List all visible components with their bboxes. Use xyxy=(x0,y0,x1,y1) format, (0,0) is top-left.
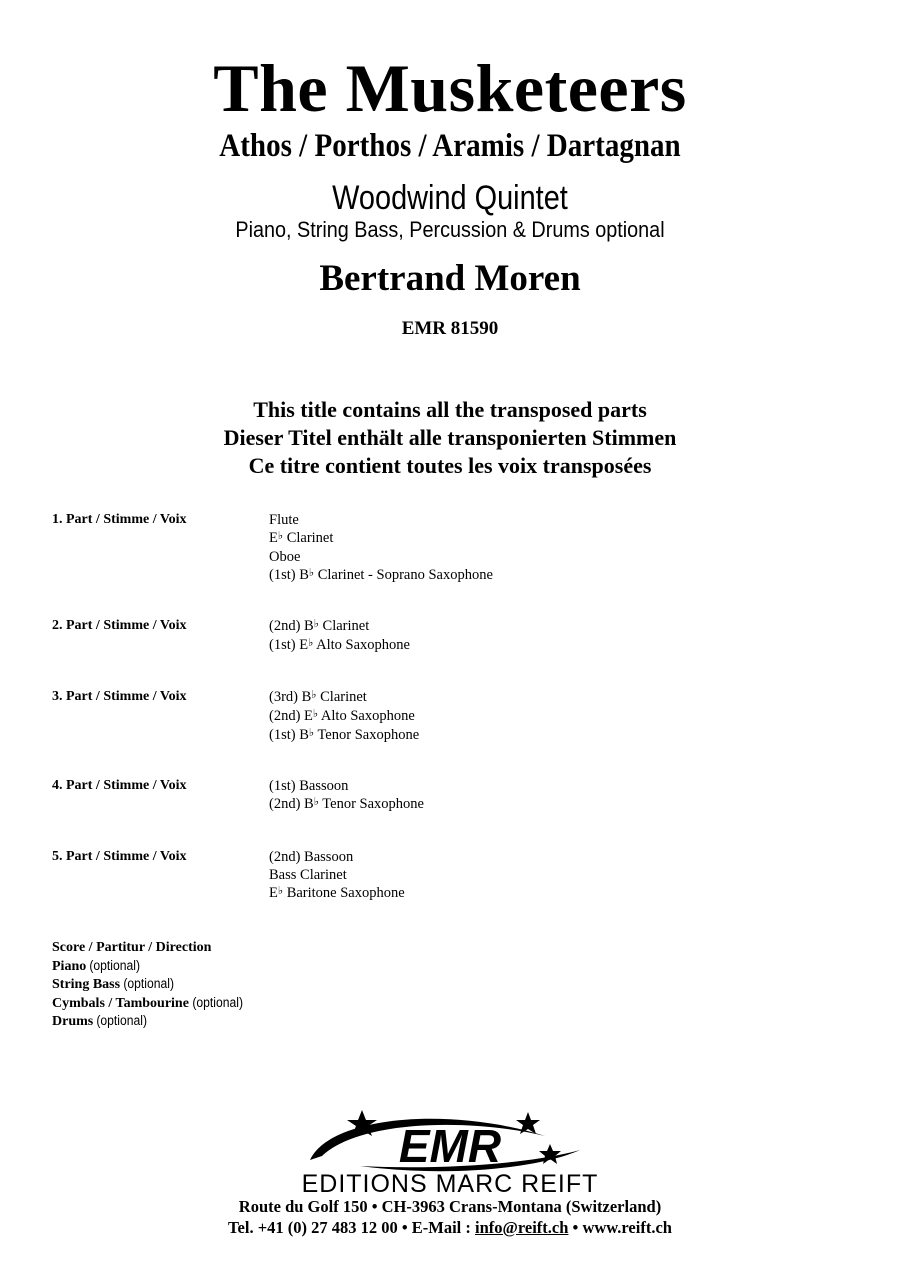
optional-instruments-line: Piano, String Bass, Percussion & Drums optional xyxy=(235,217,665,242)
part-instrument-list xyxy=(269,848,405,903)
instrument-name: Bassoon xyxy=(304,849,354,865)
extra-part-item xyxy=(52,975,249,994)
flat-sign: ♭ xyxy=(277,885,284,897)
part-label: 4. Part / Stimme / Voix xyxy=(52,778,187,793)
part-label: 1. Part / Stimme / Voix xyxy=(52,512,187,527)
instrument-prefix: (1st) xyxy=(269,637,300,653)
instrument-name: Tenor Saxophone xyxy=(318,796,424,812)
instrument-name: Baritone Saxophone xyxy=(283,885,405,901)
instrument-key: B xyxy=(299,727,309,743)
instrument-item xyxy=(269,529,493,548)
flat-sign: ♭ xyxy=(308,727,315,739)
extra-part-name: Piano xyxy=(52,958,87,974)
instrument-key: B xyxy=(304,618,314,634)
extra-part-note: (optional) xyxy=(86,957,141,973)
extra-part-item xyxy=(52,957,249,976)
publisher-contact xyxy=(0,1217,900,1239)
transposed-parts-notice xyxy=(0,396,900,480)
instrument-item xyxy=(269,884,405,903)
part-label: 2. Part / Stimme / Voix xyxy=(52,618,187,633)
publisher-name: EDITIONS MARC REIFT xyxy=(301,1170,599,1198)
part-instrument-list xyxy=(269,511,493,585)
instrument-key: E xyxy=(269,530,278,546)
instrument-name: Tenor Saxophone xyxy=(314,727,420,743)
extra-part-name: Drums xyxy=(52,1014,94,1029)
part-instrument-list xyxy=(269,688,419,745)
instrument-name: Bassoon xyxy=(299,778,349,794)
extra-part-note: (optional) xyxy=(93,1013,148,1028)
flat-sign: ♭ xyxy=(313,618,319,630)
instrument-prefix: (2nd) xyxy=(269,618,305,634)
page-subtitle: Athos / Porthos / Aramis / Dartagnan xyxy=(219,128,681,164)
instrument-name: Bass Clarinet xyxy=(269,867,347,883)
separator-dot: • xyxy=(568,1218,583,1237)
page-title: The Musketeers xyxy=(213,50,687,126)
notice-line-en: This title contains all the transposed parts xyxy=(253,397,647,422)
instrument-name: Flute xyxy=(269,512,299,528)
composer-name: Bertrand Moren xyxy=(319,258,581,299)
flat-sign: ♭ xyxy=(311,689,317,701)
instrument-key: E xyxy=(304,708,313,724)
instrument-item xyxy=(269,866,405,884)
instrument-name: Alto Saxophone xyxy=(318,708,415,724)
extra-part-name: Cymbals / Tambourine xyxy=(52,995,189,1011)
instrument-prefix: (2nd) xyxy=(269,708,305,724)
extra-part-note: (optional) xyxy=(120,976,175,991)
email-label: E-Mail : xyxy=(411,1218,475,1237)
instrument-key: B xyxy=(299,567,309,583)
notice-line-fr: Ce titre contient toutes les voix transposées xyxy=(248,453,652,478)
extra-part-name: Score / Partitur / Direction xyxy=(52,940,212,955)
publisher-phone: Tel. +41 (0) 27 483 12 00 xyxy=(228,1218,398,1237)
instrument-prefix: (1st) xyxy=(269,567,300,583)
flat-sign: ♭ xyxy=(308,637,314,649)
extras-list xyxy=(52,939,249,1031)
instrument-prefix: (1st) xyxy=(269,778,300,794)
instrument-key: E xyxy=(299,637,309,653)
flat-sign: ♭ xyxy=(313,796,319,808)
part-label: 3. Part / Stimme / Voix xyxy=(52,689,187,704)
extra-part-note: (optional) xyxy=(188,994,243,1010)
instrument-item xyxy=(269,848,405,866)
separator-dot: • xyxy=(397,1218,412,1237)
publisher-address: Route du Golf 150 • CH-3963 Crans-Montana (Switzerland) xyxy=(238,1197,662,1216)
instrument-item xyxy=(269,636,410,655)
extra-part-item xyxy=(52,939,249,957)
extra-part-item xyxy=(52,1012,249,1031)
instrument-prefix: (3rd) xyxy=(269,689,302,705)
flat-sign: ♭ xyxy=(277,530,284,542)
flat-sign: ♭ xyxy=(308,567,315,579)
ensemble-line: Woodwind Quintet xyxy=(332,179,568,217)
part-label: 5. Part / Stimme / Voix xyxy=(52,849,187,864)
instrument-item xyxy=(269,566,493,585)
emr-logo-text: EMR xyxy=(398,1120,502,1172)
instrument-item xyxy=(269,707,419,726)
part-instrument-list xyxy=(269,777,424,814)
part-instrument-list xyxy=(269,617,410,655)
instrument-name: Clarinet xyxy=(318,618,370,634)
instrument-item xyxy=(269,777,424,795)
instrument-key: B xyxy=(301,689,312,705)
instrument-item xyxy=(269,617,410,636)
emr-logo xyxy=(300,1108,600,1178)
instrument-key: B xyxy=(304,796,314,812)
website-link[interactable]: www.reift.ch xyxy=(582,1218,672,1237)
instrument-item xyxy=(269,795,424,814)
instrument-prefix: (2nd) xyxy=(269,796,305,812)
instrument-item xyxy=(269,511,493,529)
instrument-key: E xyxy=(269,885,278,901)
catalog-number: EMR 81590 xyxy=(401,318,499,339)
instrument-name: Oboe xyxy=(269,549,301,565)
instrument-name: Clarinet xyxy=(283,530,334,546)
notice-line-de: Dieser Titel enthält alle transponierten Stimmen xyxy=(223,425,677,450)
instrument-prefix: (1st) xyxy=(269,727,300,743)
instrument-name: Clarinet - Soprano Saxophone xyxy=(314,567,493,583)
instrument-prefix: (2nd) xyxy=(269,849,305,865)
instrument-item xyxy=(269,726,419,745)
instrument-name: Clarinet xyxy=(316,689,367,705)
instrument-item xyxy=(269,548,493,566)
email-link[interactable]: info@reift.ch xyxy=(475,1218,569,1237)
extra-part-item xyxy=(52,994,249,1013)
instrument-item xyxy=(269,688,419,707)
extra-part-name: String Bass xyxy=(52,977,121,992)
instrument-name: Alto Saxophone xyxy=(313,637,410,653)
flat-sign: ♭ xyxy=(312,708,319,720)
